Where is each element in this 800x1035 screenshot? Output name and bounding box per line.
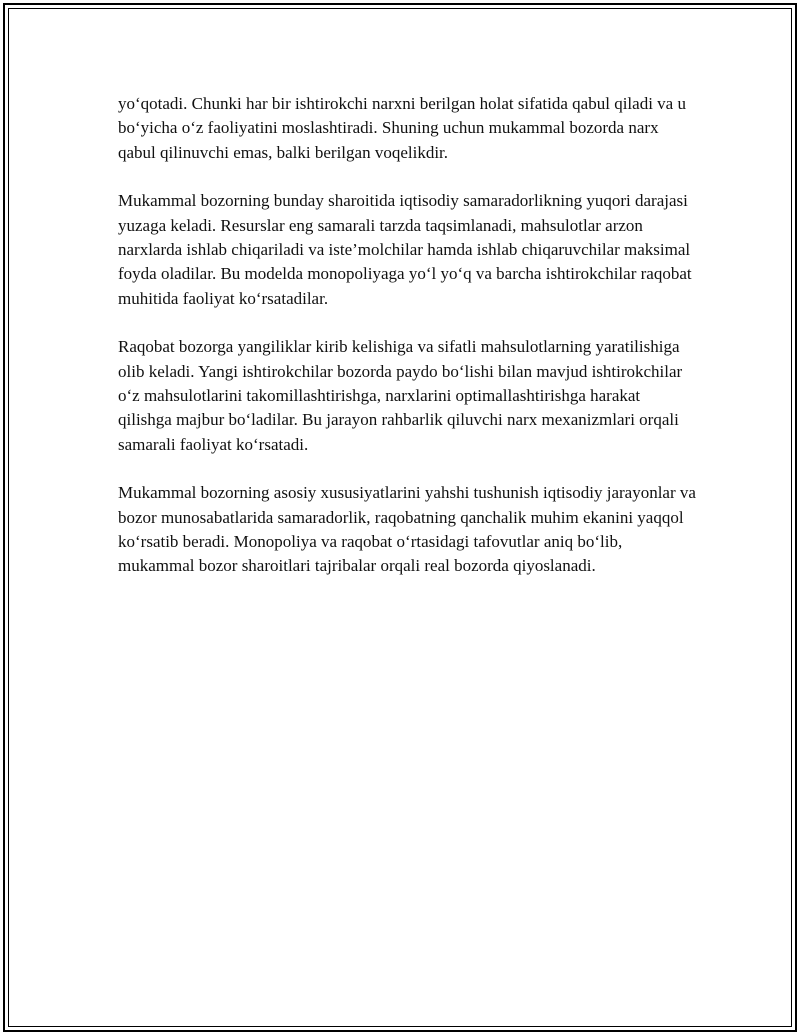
paragraph-1: yo‘qotadi. Chunki har bir ishtirokchi narxni berilgan holat sifatida qabul qiladi va u bo‘yicha o‘z faoliyatini moslashtiradi. Shuning uchun mukammal bozorda narx qabul qilinuvchi emas, balki berilgan voqelikdir. bbox=[118, 94, 686, 162]
document-body bbox=[118, 92, 698, 603]
paragraph-4: Mukammal bozorning asosiy xususiyatlarini yahshi tushunish iqtisodiy jarayonlar va bozor munosabatlarida samaradorlik, raqobatning qanchalik muhim ekanini yaqqol ko‘rsatib beradi. Monopoliya va raqobat o‘rtasidagi tafovutlar aniq bo‘lib, mukammal bozor sharoitlari tajribalar orqali real bozorda qiyoslanadi. bbox=[118, 483, 696, 576]
paragraph-2: Mukammal bozorning bunday sharoitida iqtisodiy samaradorlikning yuqori darajasi yuzaga keladi. Resurslar eng samarali tarzda taqsimlanadi, mahsulotlar arzon narxlarda ishlab chiqariladi va iste’molchilar hamda ishlab chiqaruvchilar maksimal foyda oladilar. Bu modelda monopoliyaga yo‘l yo‘q va barcha ishtirokchilar raqobat muhitida faoliyat ko‘rsatadilar. bbox=[118, 191, 692, 308]
paragraph-3: Raqobat bozorga yangiliklar kirib kelishiga va sifatli mahsulotlarning yaratilishiga olib keladi. Yangi ishtirokchilar bozorda paydo bo‘lishi bilan mavjud ishtirokchilar o‘z mahsulotlarini takomillashtirishga, narxlarini optimallashtirishga harakat qilishga majbur bo‘ladilar. Bu jarayon rahbarlik qiluvchi narx mexanizmlari orqali samarali faoliyat ko‘rsatadi. bbox=[118, 337, 683, 454]
